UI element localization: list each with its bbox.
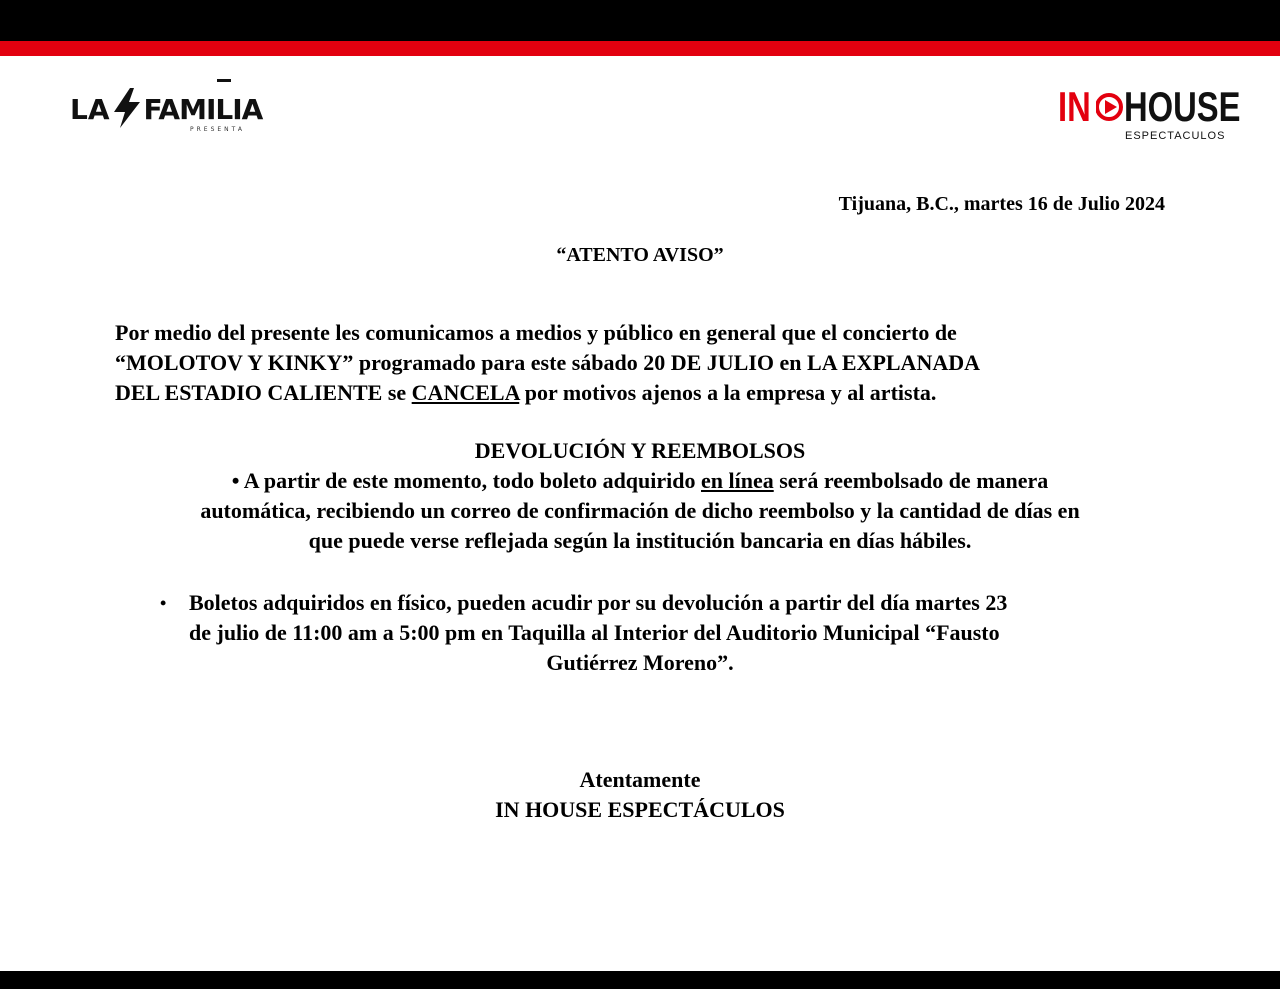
announcement-text: DEL ESTADIO CALIENTE se bbox=[115, 380, 412, 405]
online-refund-paragraph bbox=[0, 466, 1280, 556]
refunds-heading: DEVOLUCIÓN Y REEMBOLSOS bbox=[474, 438, 806, 463]
announcement-line bbox=[115, 378, 1175, 408]
la-familia-logo bbox=[70, 76, 270, 142]
bullet-icon: • bbox=[160, 593, 167, 613]
online-refund-line bbox=[0, 466, 1280, 496]
online-underlined: en línea bbox=[701, 468, 774, 493]
announcement-text: por motivos ajenos a la empresa y al artista. bbox=[519, 380, 937, 405]
logo-text-in: IN bbox=[1058, 83, 1091, 130]
closing-salutation: Atentamente bbox=[579, 767, 701, 792]
notice-title: “ATENTO AVISO” bbox=[556, 244, 724, 266]
date-line: Tijuana, B.C., martes 16 de Julio 2024 bbox=[838, 193, 1165, 215]
lightning-bolt-icon bbox=[110, 88, 144, 128]
closing-signature: IN HOUSE ESPECTÁCULOS bbox=[495, 797, 785, 822]
physical-refund-line: Boletos adquiridos en físico, pueden acudir por su devolución a partir del día martes 23 bbox=[189, 590, 1008, 615]
online-refund-line: que puede verse reflejada según la institución bancaria en días hábiles. bbox=[308, 528, 972, 553]
physical-refund-line: Gutiérrez Moreno”. bbox=[546, 650, 734, 675]
top-black-band bbox=[0, 0, 1280, 41]
logo-text-house: HOUSE bbox=[1124, 83, 1241, 130]
online-refund-text: será reembolsado de manera bbox=[773, 468, 1049, 493]
logo-subtitle-espectaculos: ESPECTACULOS bbox=[1125, 130, 1226, 142]
logo-subtitle-presenta: PRESENTA bbox=[190, 126, 245, 133]
closing-block bbox=[0, 765, 1280, 825]
announcement-line: “MOLOTOV Y KINKY” programado para este sábado 20 DE JULIO en LA EXPLANADA bbox=[115, 350, 980, 375]
online-refund-line: automática, recibiendo un correo de confirmación de dicho reembolso y la cantidad de días en bbox=[200, 498, 1080, 523]
logo-dash bbox=[217, 79, 231, 82]
logo-text-la: LA bbox=[70, 93, 110, 126]
play-button-icon bbox=[1096, 86, 1124, 128]
in-house-wordmark bbox=[1058, 83, 1273, 130]
online-refund-text: • A partir de este momento, todo boleto adquirido bbox=[231, 468, 701, 493]
top-red-band bbox=[0, 41, 1280, 56]
in-house-logo bbox=[1058, 83, 1241, 146]
la-familia-wordmark bbox=[70, 94, 262, 126]
bottom-black-band bbox=[0, 971, 1280, 989]
cancel-word: CANCELA bbox=[411, 380, 520, 405]
announcement-paragraph bbox=[115, 318, 1175, 408]
logo-text-familia: FAMILIA bbox=[143, 93, 263, 126]
announcement-line: Por medio del presente les comunicamos a medios y público en general que el concierto de bbox=[115, 320, 957, 345]
physical-refund-line: de julio de 11:00 am a 5:00 pm en Taquilla al Interior del Auditorio Municipal “Fausto bbox=[189, 620, 1000, 645]
